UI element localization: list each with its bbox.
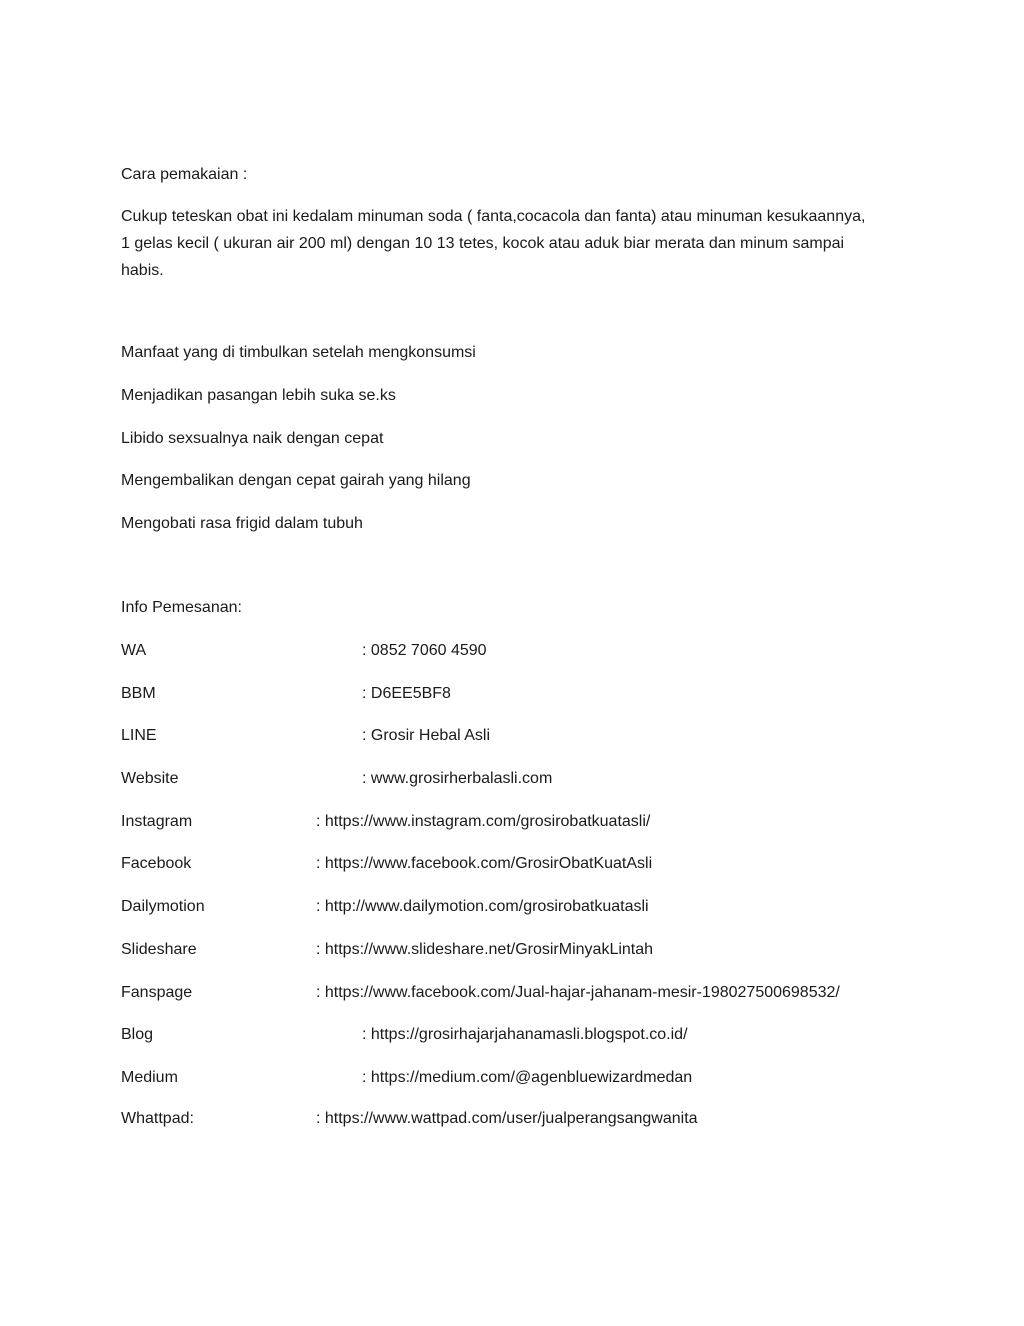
contact-label-slideshare: Slideshare (121, 941, 197, 958)
contact-label-wattpad: Whattpad: (121, 1110, 194, 1127)
contact-label-medium: Medium (121, 1069, 178, 1086)
contact-label-facebook: Facebook (121, 855, 192, 872)
usage-paragraph (121, 203, 911, 284)
contact-label-dailymotion: Dailymotion (121, 898, 205, 915)
contact-label-wa: WA (121, 642, 147, 659)
usage-line: habis. (121, 262, 164, 279)
contact-value-wa: : 0852 7060 4590 (362, 642, 487, 659)
benefit-item: Mengobati rasa frigid dalam tubuh (121, 515, 363, 532)
contact-value-wattpad: : https://www.wattpad.com/user/jualperangsangwanita (316, 1110, 698, 1127)
contact-value-bbm: : D6EE5BF8 (362, 685, 451, 702)
usage-line: Cukup teteskan obat ini kedalam minuman soda ( fanta,cocacola dan fanta) atau minuman kesukaannya, (121, 208, 866, 225)
contact-value-website: : www.grosirherbalasli.com (362, 770, 553, 787)
contact-value-medium: : https://medium.com/@agenbluewizardmedan (362, 1069, 693, 1086)
contact-label-website: Website (121, 770, 179, 787)
contact-value-blog: : https://grosirhajarjahanamasli.blogspot.co.id/ (362, 1026, 688, 1043)
contact-label-bbm: BBM (121, 685, 156, 702)
contact-label-fanspage: Fanspage (121, 984, 193, 1001)
benefit-item: Libido sexsualnya naik dengan cepat (121, 430, 384, 447)
benefit-item: Menjadikan pasangan lebih suka se.ks (121, 387, 396, 404)
contact-value-instagram: : https://www.instagram.com/grosirobatkuatasli/ (316, 813, 651, 830)
contact-label-instagram: Instagram (121, 813, 193, 830)
benefit-item: Mengembalikan dengan cepat gairah yang hilang (121, 472, 471, 489)
contact-value-slideshare: : https://www.slideshare.net/GrosirMinyakLintah (316, 941, 654, 958)
order-info-heading: Info Pemesanan: (121, 599, 242, 616)
benefits-heading: Manfaat yang di timbulkan setelah mengkonsumsi (121, 344, 476, 361)
usage-line: 1 gelas kecil ( ukuran air 200 ml) dengan 10 13 tetes, kocok atau aduk biar merata dan minum sampai (121, 235, 845, 252)
contact-value-fanspage: : https://www.facebook.com/Jual-hajar-jahanam-mesir-198027500698532/ (316, 984, 840, 1001)
contact-label-blog: Blog (121, 1026, 154, 1043)
contact-label-line: LINE (121, 727, 157, 744)
contact-value-facebook: : https://www.facebook.com/GrosirObatKuatAsli (316, 855, 653, 872)
contact-value-line: : Grosir Hebal Asli (362, 727, 491, 744)
contact-value-dailymotion: : http://www.dailymotion.com/grosirobatkuatasli (316, 898, 649, 915)
usage-heading: Cara pemakaian : (121, 166, 248, 183)
